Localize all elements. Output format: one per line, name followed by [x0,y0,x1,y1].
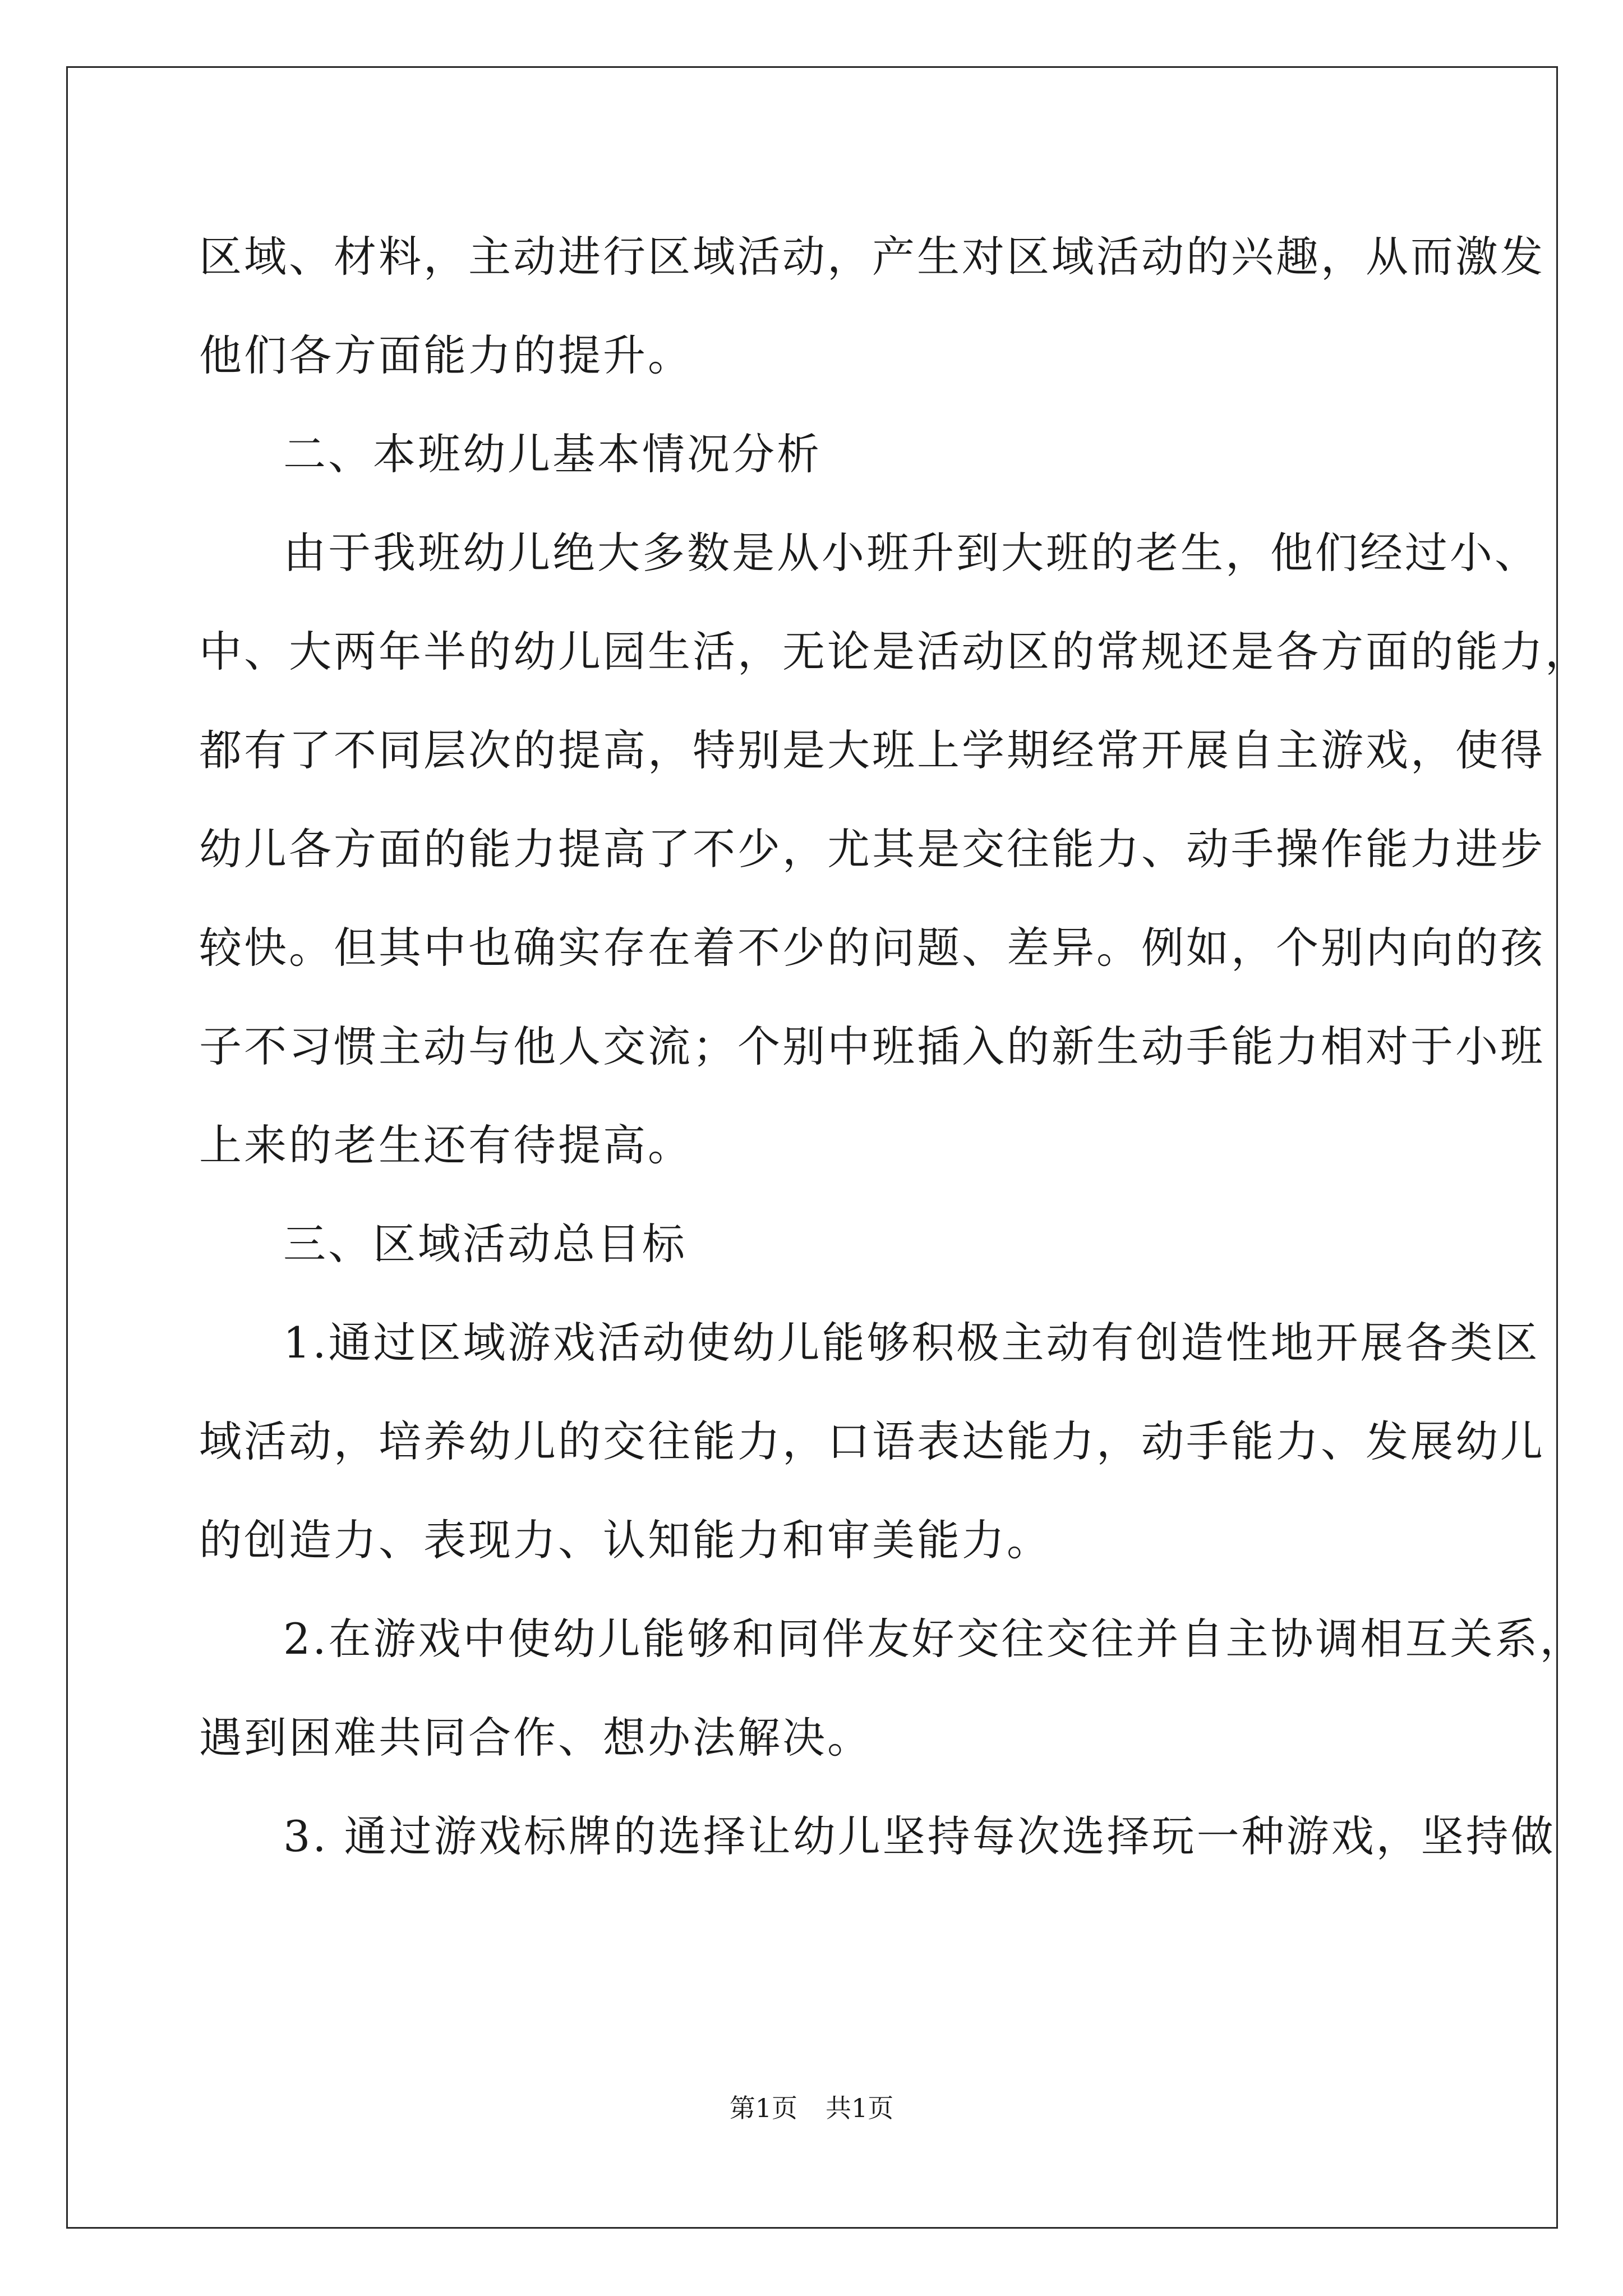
text-line: 域活动，培养幼儿的交往能力，口语表达能力，动手能力、发展幼儿 [199,1416,1545,1466]
page-total: 共1页 [826,2093,894,2123]
text-line: 他们各方面能力的提升。 [199,330,693,380]
text-line: 由于我班幼儿绝大多数是从小班升到大班的老生，他们经过小、 [283,528,1539,578]
text-line: 中、大两年半的幼儿园生活，无论是活动区的常规还是各方面的能力， [199,627,1590,677]
text-line: 1.通过区域游戏活动使幼儿能够积极主动有创造性地开展各类区 [283,1318,1540,1368]
document-body [199,208,1590,1886]
text-line: 3. 通过游戏标牌的选择让幼儿坚持每次选择玩一种游戏，坚持做 [283,1811,1556,1861]
section-heading: 二、本班幼儿基本情况分析 [283,429,822,479]
text-line: 的创造力、表现力、认知能力和审美能力。 [199,1515,1052,1565]
text-line: 区域、材料，主动进行区域活动，产生对区域活动的兴趣，从而激发 [199,232,1545,282]
page-footer [0,2091,1623,2125]
text-line: 遇到困难共同合作、想办法解决。 [199,1713,872,1763]
text-line: 子不习惯主动与他人交流；个别中班插入的新生动手能力相对于小班 [199,1022,1545,1071]
text-line: 2.在游戏中使幼儿能够和同伴友好交往交往并自主协调相互关系， [283,1614,1585,1664]
text-line: 都有了不同层次的提高，特别是大班上学期经常开展自主游戏，使得 [199,725,1545,775]
text-line: 较快。但其中也确实存在着不少的问题、差异。例如，个别内向的孩 [199,923,1545,973]
section-heading: 三、区域活动总目标 [283,1219,687,1269]
text-line: 上来的老生还有待提高。 [199,1120,693,1170]
page-number: 第1页 [729,2093,797,2123]
text-line: 幼儿各方面的能力提高了不少，尤其是交往能力、动手操作能力进步 [199,824,1545,874]
